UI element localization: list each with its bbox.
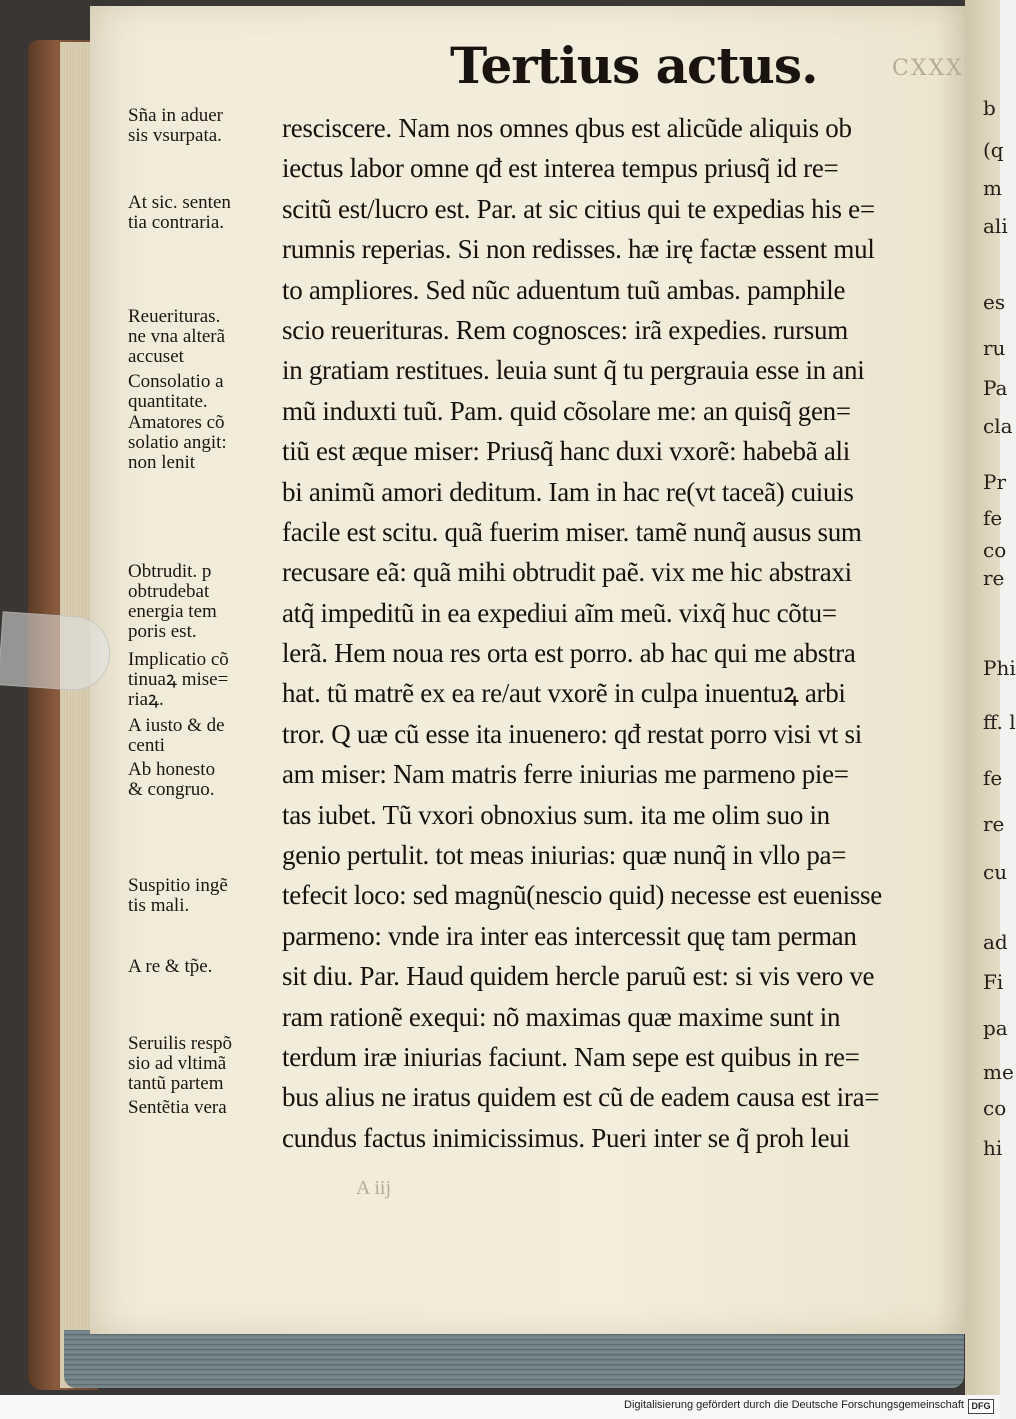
marginal-note-line: A iusto & de (128, 715, 225, 736)
marginal-note-line: tantũ partem (128, 1073, 224, 1094)
next-page-fragment: b (983, 96, 996, 120)
text-line: mũ induxti tuũ. Pam. quid cõsolare me: an quisq̃ gen= (282, 395, 851, 426)
text-line: in gratiam restitues. leuia sunt q̃ tu pergrauia esse in ani (282, 355, 865, 386)
marginal-note (128, 193, 268, 233)
marginal-note (128, 1034, 268, 1094)
text-line: hat. tũ matrẽ ex ea re/aut vxorẽ in culpa inuentuꝝ arbi (282, 678, 846, 709)
marginal-note-line: sio ad vltimã (128, 1053, 227, 1074)
next-page-fragment: re (983, 812, 1005, 836)
text-line: bus alius ne iratus quidem est cũ de eadem causa est ira= (282, 1082, 880, 1113)
next-page-fragment: me (983, 1060, 1014, 1084)
footer-credit: Digitalisierung gefördert durch die Deutsche Forschungsgemeinschaft (624, 1399, 964, 1411)
marginal-note (128, 1098, 268, 1118)
next-page-fragment: fe (983, 766, 1003, 790)
text-line: am miser: Nam matris ferre iniurias me parmeno pie= (282, 759, 849, 790)
marginal-note-line: quantitate. (128, 391, 208, 412)
marginal-note-line: tis mali. (128, 895, 190, 916)
text-line: parmeno: vnde ira inter eas intercessit quę tam perman (282, 920, 857, 951)
marginal-note (128, 716, 268, 756)
text-line: tror. Q uæ cũ esse ita inuenero: qđ restat porro visi vt si (282, 718, 862, 749)
next-page-fragment: Fi (983, 970, 1004, 994)
next-page-fragment: re (983, 566, 1005, 590)
marginal-note-line: accuset (128, 346, 184, 367)
next-page-fragment: co (983, 538, 1007, 562)
text-line: cundus factus inimicissimus. Pueri inter se q̃ proh leui (282, 1122, 850, 1153)
marginal-note-line: A re & tp̃e. (128, 956, 213, 977)
marginal-note-line: non lenit (128, 452, 196, 473)
marginal-note-line: riaꝝ. (128, 689, 164, 710)
marginal-note-line: Consolatio a (128, 371, 224, 392)
text-line: scitũ est/lucro est. Par. at sic citius qui te expedias his e= (282, 193, 875, 224)
text-line: genio pertulit. tot meas iniurias: quæ nunq̃ in vllo pa= (282, 840, 847, 871)
marginal-note-line: obtrudebat (128, 581, 210, 602)
next-page-fragment: ali (983, 214, 1008, 238)
text-line: scio reuerituras. Rem cognosces: irã expedies. rursum (282, 314, 848, 345)
marginal-note-line: Sentẽtia vera (128, 1097, 227, 1118)
next-page-fragment: fe (983, 506, 1003, 530)
next-page-fragment: hi (983, 1136, 1003, 1160)
folio-number: CXXX (892, 56, 964, 81)
next-page-fragment: es (983, 290, 1006, 314)
marginal-note-line: tinuaꝝ mise= (128, 669, 229, 690)
marginal-note-line: Suspitio ingẽ (128, 875, 228, 896)
marginal-note-line: Sña in aduer (128, 105, 223, 126)
next-page-fragment: co (983, 1096, 1007, 1120)
marginal-note-line: ne vna alterã (128, 326, 226, 347)
next-page-fragment: (q (983, 138, 1004, 162)
text-line: tas iubet. Tũ vxori obnoxius sum. ita me olim suo in (282, 799, 830, 830)
text-line: sit diu. Par. Haud quidem hercle paruũ est: si vis vero ve (282, 961, 875, 992)
marginal-note-line: Obtrudit. p (128, 561, 212, 582)
next-page-fragment: ru (983, 336, 1006, 360)
marginal-note-line: solatio angit: (128, 432, 227, 453)
marginal-note-line: energia tem (128, 601, 217, 622)
marginal-note-line: centi (128, 735, 165, 756)
main-text-block (282, 108, 922, 1158)
next-page-fragment: ff. l (983, 710, 1016, 734)
text-line: resciscere. Nam nos omnes qbus est alicũde aliquis ob (282, 113, 852, 143)
next-page-edge (965, 0, 1016, 1395)
text-line: to ampliores. Sed nũc aduentum tuũ ambas. pamphile (282, 274, 846, 305)
marginal-note-line: At sic. senten (128, 192, 231, 213)
next-page-fragment: m (983, 176, 1002, 200)
next-page-fragment: cu (983, 860, 1008, 884)
marginal-note-line: tia contraria. (128, 212, 225, 233)
marginal-note-line: & congruo. (128, 779, 215, 800)
signature-mark: A iij (356, 1177, 392, 1199)
bookmark-clip (0, 611, 112, 692)
marginal-note-line: poris est. (128, 621, 197, 642)
marginal-note-line: Ab honesto (128, 759, 216, 780)
marginal-note (128, 307, 268, 367)
marginal-note (128, 760, 268, 800)
marginal-note (128, 562, 268, 642)
marginal-note-line: Seruilis respõ (128, 1033, 232, 1054)
next-page-fragment: ad (983, 930, 1008, 954)
text-line: ram rationẽ exequi: nõ maximas quæ maxime sunt in (282, 1001, 841, 1032)
page-edges-bottom (64, 1330, 964, 1388)
text-line: atq̃ impeditũ in ea expediui aĩm meũ. vixq̃ huc cõtu= (282, 597, 837, 628)
next-page-fragment: Pr (983, 470, 1007, 494)
next-page-fragment: Pa (983, 376, 1008, 400)
text-line: recusare eã: quã mihi obtrudit paẽ. vix me hic abstraxi (282, 557, 852, 588)
marginal-note-line: sis vsurpata. (128, 125, 222, 146)
text-line: facile est scitu. quã fuerim miser. tamẽ nunq̃ ausus sum (282, 516, 862, 547)
marginal-note (128, 372, 268, 412)
text-line: bi animũ amori deditum. Iam in hac re(vt taceã) cuiuis (282, 476, 854, 507)
next-page-fragment: cla (983, 414, 1013, 438)
next-page-fragment: pa (983, 1016, 1008, 1040)
marginal-note-line: Amatores cõ (128, 412, 225, 433)
marginal-note (128, 650, 268, 710)
text-line: lerã. Hem noua res orta est porro. ab hac qui me abstra (282, 638, 856, 669)
text-line: iectus labor omne qđ est interea tempus priusq̃ id re= (282, 153, 839, 184)
running-head: Tertius actus. (450, 36, 818, 95)
text-line: terdum iræ iniurias faciunt. Nam sepe est quibus in re= (282, 1041, 860, 1072)
next-page-fragment: Phi (983, 656, 1016, 680)
marginal-note (128, 413, 268, 473)
marginal-note-line: Implicatio cõ (128, 649, 229, 670)
text-line: tiũ est æque miser: Priusq̃ hanc duxi vxorẽ: habebã ali (282, 436, 850, 467)
marginal-note (128, 876, 268, 916)
marginal-note (128, 957, 268, 977)
marginal-note-line: Reuerituras. (128, 306, 221, 327)
text-line: tefecit loco: sed magnũ(nescio quid) necesse est euenisse (282, 880, 882, 911)
text-line: rumnis reperias. Si non redisses. hæ irę factæ essent mul (282, 234, 875, 265)
marginal-note (128, 106, 268, 146)
dfg-logo-icon: DFG (968, 1399, 994, 1414)
